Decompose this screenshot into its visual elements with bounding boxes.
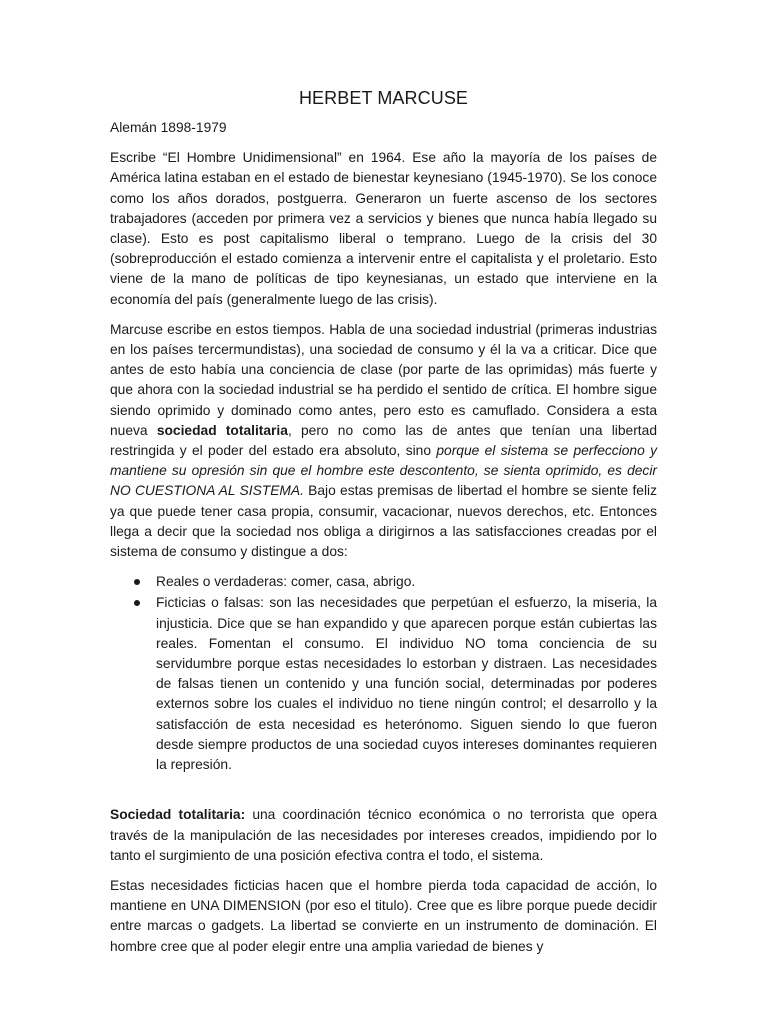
paragraph-text: , pero no como las de antes que tenían una libertad restringida y el poder del estado era absoluto, sino	[110, 422, 657, 459]
document-title: HERBET MARCUSE	[298, 88, 469, 108]
author-origin-dates: Alemán 1898-1979	[110, 120, 227, 135]
bullet-item: Ficticias o falsas: son las necesidades que perpetúan el esfuerzo, la miseria, la injusticia. Dice que se han expandido y que aparecen porque están cubiertas las reales. Fomentan el consumo. El individuo NO toma conciencia de su servidumbre porque estas necesidades lo estorban y distraen. Las necesidades de falsas tienen un contenido y una función social, determinadas por poderes externos sobre los cuales el individuo no tiene ningún control; el desarrollo y la satisfacción de esta necesidad es heterónomo. Siguen siendo lo que fueron desde siempre productos de una sociedad cuyos intereses dominantes requieren la represión.	[156, 593, 657, 775]
paragraph-text: Bajo estas premisas de libertad el hombre se siente feliz ya que puede tener casa propia, consumir, vacacionar, nuevos derechos, etc. Entonces llega a decir que la sociedad nos obliga a dirigirnos a las satisfacciones creadas por el sistema de consumo y distingue a dos:	[110, 483, 658, 560]
bold-term: sociedad totalitaria	[156, 422, 288, 438]
italic-emphasis: porque el sistema se perfecciono y mantiene su opresión sin que el hombre este descontento, se sienta oprimido, es decir NO CUESTIONA AL SISTEMA.	[110, 443, 657, 499]
paragraph-fictitious-needs: Estas necesidades ficticias hacen que el hombre pierda toda capacidad de acción, lo mantiene en UNA DIMENSION (por eso el titulo). Cree que es libre porque puede decidir entre marcas o gadgets. La libertad se convierte en un instrumento de dominación. El hombre cree que al poder elegir entre una amplia variedad de bienes y	[110, 877, 657, 954]
needs-bullet-list	[110, 572, 657, 775]
paragraph-text: Marcuse escribe en estos tiempos. Habla de una sociedad industrial (primeras industrias en los países tercermundistas), una sociedad de consumo y él la va a criticar. Dice que antes de esto había una conciencia de clase (por parte de las oprimidas) más fuerte y que ahora con la sociedad industrial se ha perdido el sentido de crítica. El hombre sigue siendo oprimido y dominado como antes, pero esto es camuflado. Considera a esta nueva	[110, 321, 657, 438]
paragraph-totalitarian-definition	[110, 805, 657, 866]
paragraph-industrial-society	[110, 320, 657, 562]
paragraph-context: Escribe “El Hombre Unidimensional” en 1964. Ese año la mayoría de los países de América latina estaban en el estado de bienestar keynesiano (1945-1970). Se los conoce como los años dorados, postguerra. Generaron un fuerte ascenso de los sectores trabajadores (acceden por primera vez a servicios y bienes que nunca había llegado su clase). Esto es post capitalismo liberal o temprano. Luego de la crisis del 30 (sobreproducción el estado comienza a intervenir entre el capitalista y el proletario. Esto viene de la mano de políticas de tipo keynesianas, un estado que interviene en la economía del país (generalmente luego de las crisis).	[110, 150, 657, 307]
paragraph-text: una coordinación técnico económica o no terrorista que opera través de la manipulación de las necesidades por intereses creados, impidiendo por lo tanto el surgimiento de una posición efectiva contra el todo, el sistema.	[110, 807, 657, 863]
bold-term: Sociedad totalitaria:	[110, 807, 246, 823]
bullet-item: Reales o verdaderas: comer, casa, abrigo.	[156, 572, 657, 592]
